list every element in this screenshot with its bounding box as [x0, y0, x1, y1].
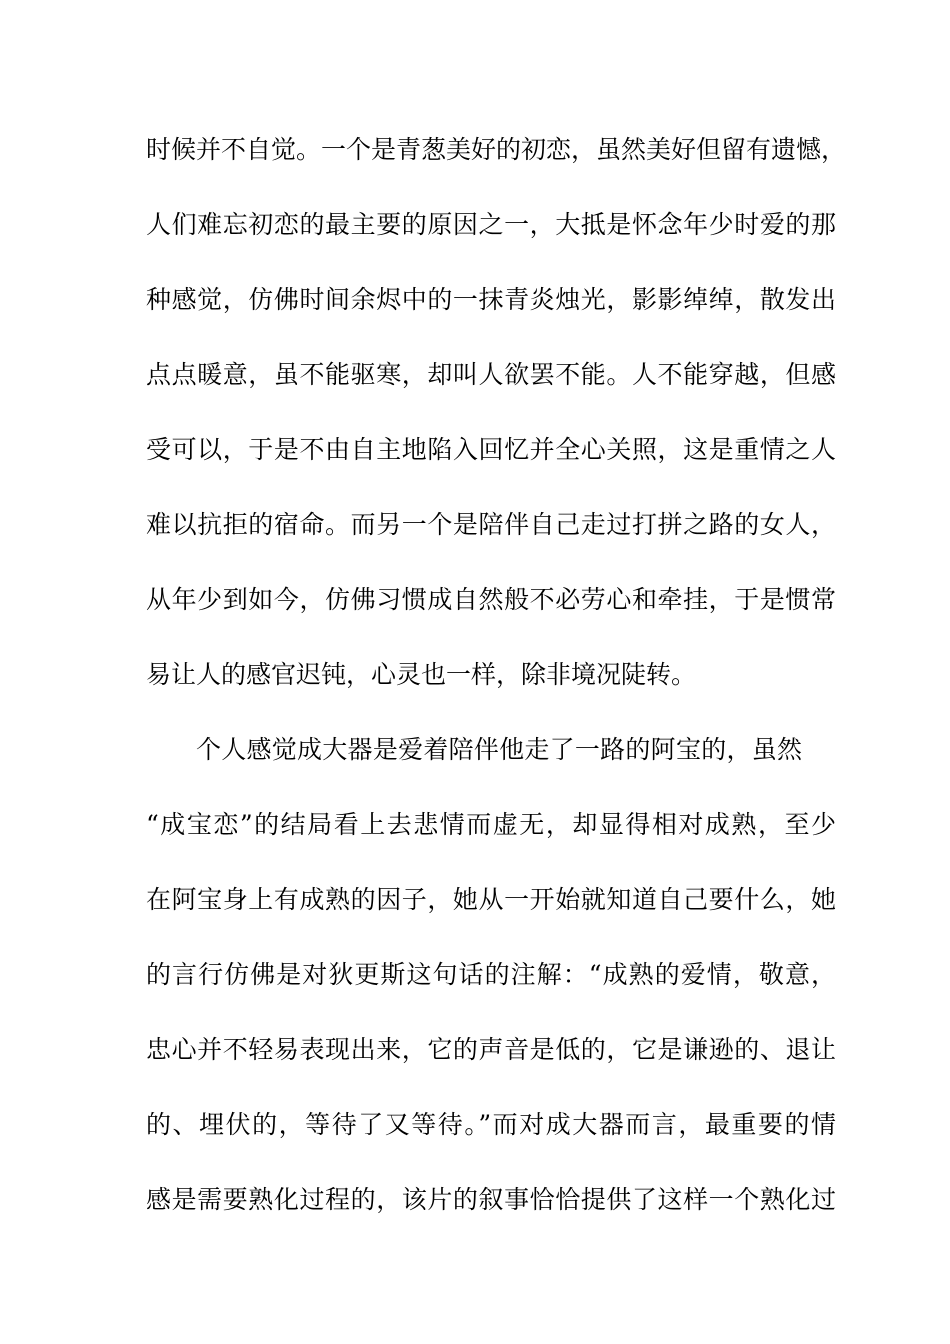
paragraph-first-line: 个人感觉成大器是爱着陪伴他走了一路的阿宝的，虽然: [196, 735, 802, 764]
text-line: 感是需要熟化过程的，该片的叙事恰恰提供了这样一个熟化过: [146, 1185, 836, 1214]
text-line: 时候并不自觉。一个是青葱美好的初恋，虽然美好但留有遗憾，: [146, 135, 847, 164]
text-line: 点点暖意，虽不能驱寒，却叫人欲罢不能。人不能穿越，但感: [146, 360, 836, 389]
text-line: 种感觉，仿佛时间余烬中的一抹青炎烛光，影影绰绰，散发出: [146, 285, 836, 314]
text-line: 从年少到如今，仿佛习惯成自然般不必劳心和牵挂，于是惯常: [146, 585, 836, 614]
text-line-last: 易让人的感官迟钝，心灵也一样，除非境况陡转。: [146, 660, 697, 689]
text-line: “成宝恋”的结局看上去悲情而虚无，却显得相对成熟，至少: [146, 810, 836, 839]
text-line: 的言行仿佛是对狄更斯这句话的注解：“成熟的爱情，敬意，: [146, 960, 836, 989]
text-line: 受可以，于是不由自主地陷入回忆并全心关照，这是重情之人: [146, 435, 836, 464]
text-line: 在阿宝身上有成熟的因子，她从一开始就知道自己要什么，她: [146, 885, 836, 914]
text-line: 难以抗拒的宿命。而另一个是陪伴自己走过打拼之路的女人，: [146, 510, 836, 539]
text-line: 忠心并不轻易表现出来，它的声音是低的，它是谦逊的、退让: [146, 1035, 836, 1064]
text-line: 的、埋伏的，等待了又等待。”而对成大器而言，最重要的情: [146, 1110, 836, 1139]
text-line: 人们难忘初恋的最主要的原因之一，大抵是怀念年少时爱的那: [146, 210, 836, 239]
